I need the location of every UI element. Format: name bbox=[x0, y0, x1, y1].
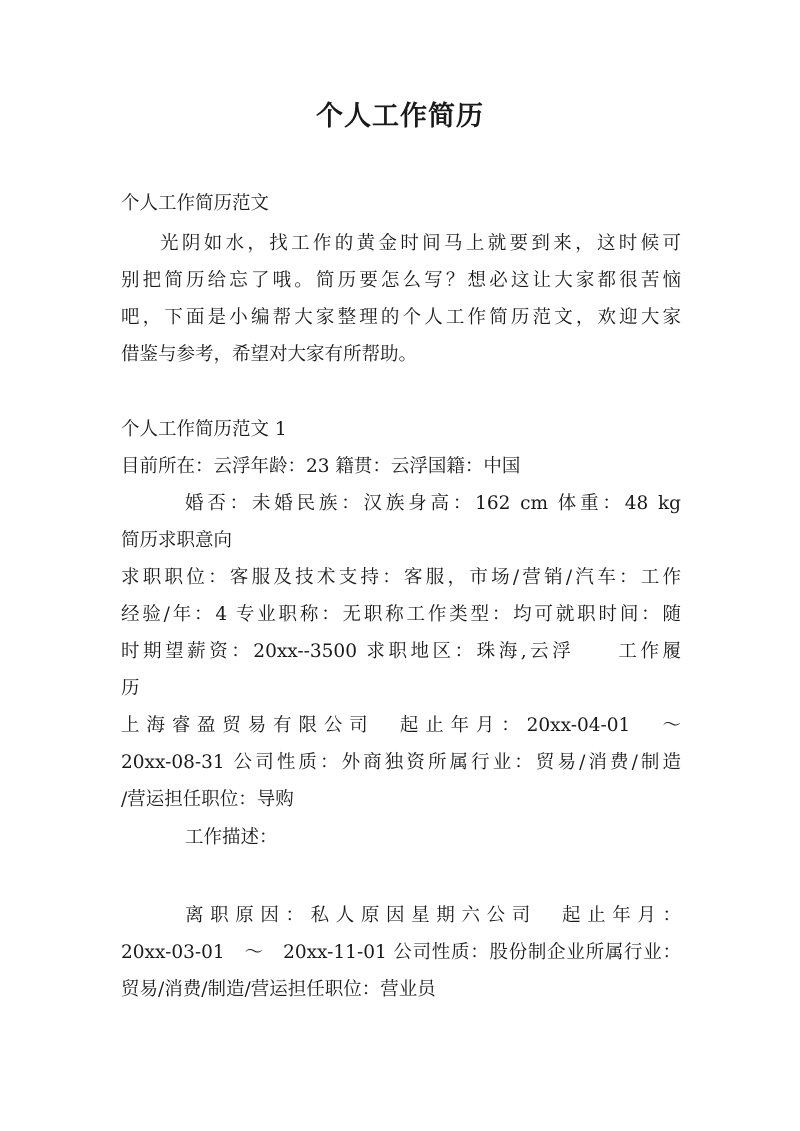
work-history-line: 离职原因：私人原因星期六公司 起止年月： bbox=[185, 905, 681, 926]
work-history-line: 20xx-03-01 ～ 20xx-11-01 公司性质：股份制企业所属行业： bbox=[121, 942, 681, 963]
paragraph-line: 别把简历给忘了哦。简历要怎么写？想必这让大家都很苦恼 bbox=[121, 270, 681, 291]
subheading-job-intention: 简历求职意向 bbox=[121, 530, 233, 551]
work-history-line: 上海睿盈贸易有限公司 起止年月：20xx-04-01 ～ bbox=[121, 715, 681, 736]
job-intention-line: 时期望薪资：20xx--3500 求职地区：珠海,云浮 工作履 bbox=[121, 641, 681, 662]
job-intention-line: 经验/年：4 专业职称：无职称工作类型：均可就职时间：随 bbox=[121, 604, 681, 625]
personal-info-line: 目前所在：云浮年龄：23 籍贯：云浮国籍：中国 bbox=[121, 456, 521, 477]
document-title: 个人工作简历 bbox=[316, 101, 484, 132]
paragraph-line: 借鉴与参考，希望对大家有所帮助。 bbox=[121, 344, 418, 365]
work-history-line: /营运担任职位：导购 bbox=[121, 789, 294, 810]
work-history-line: 20xx-08-31 公司性质：外商独资所属行业：贸易/消费/制造 bbox=[121, 752, 681, 773]
personal-info-line: 婚否：未婚民族：汉族身高：162 cm 体重：48 kg bbox=[185, 493, 681, 514]
section-heading-sample-1: 个人工作简历范文 1 bbox=[121, 419, 287, 440]
paragraph-line: 吧，下面是小编帮大家整理的个人工作简历范文，欢迎大家 bbox=[121, 307, 681, 328]
work-description-label: 工作描述： bbox=[185, 827, 278, 848]
paragraph-line: 光阴如水，找工作的黄金时间马上就要到来，这时候可 bbox=[160, 233, 681, 254]
job-intention-line: 求职职位：客服及技术支持：客服，市场/营销/汽车：工作 bbox=[121, 567, 681, 588]
job-intention-line: 历 bbox=[121, 678, 140, 699]
work-history-line: 贸易/消费/制造/营运担任职位：营业员 bbox=[121, 979, 436, 1000]
section-heading-intro: 个人工作简历范文 bbox=[121, 193, 270, 214]
